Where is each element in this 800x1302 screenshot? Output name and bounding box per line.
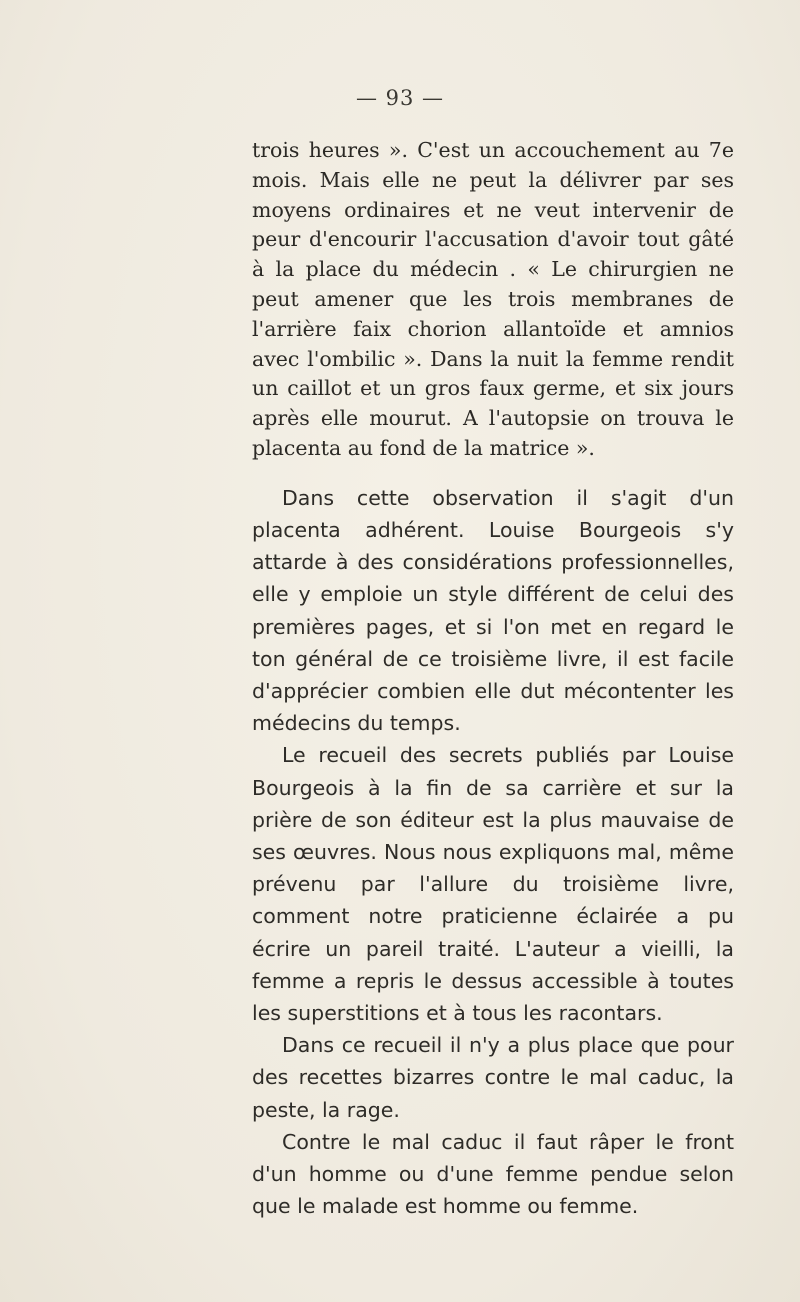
paragraph-1: trois heures ». C'est un accouchement au 7e mois. Mais elle ne peut la délivrer par ses moyens ordinaires et ne veut intervenir de peur d'encourir l'accusation d'avoir tout gâté à la place du médecin . « Le chirurgien ne peut amener que les trois membranes de l'arrière faix chorion allantoïde et amnios avec l'ombilic ». Dans la nuit la femme rendit un caillot et un gros faux germe, et six jours après elle mourut. A l'autopsie on trouva le placenta au fond de la matrice ». (252, 138, 734, 460)
paragraph-4: Dans ce recueil il n'y a plus place que pour des recettes bizarres contre le mal caduc, la peste, la rage. (252, 1033, 734, 1122)
paragraph-2: Dans cette observation il s'agit d'un placenta adhérent. Louise Bourgeois s'y attarde à des considérations professionnelles, elle y emploie un style différent de celui des premières pages, et si l'on met en regard le ton général de ce troisième livre, il est facile d'apprécier combien elle dut mécontenter les médecins du temps. (252, 485, 734, 736)
paragraph-3: Le recueil des secrets publiés par Louise Bourgeois à la fin de sa carrière et sur la prière de son éditeur est la plus mauvaise de ses œuvres. Nous nous expliquons mal, même prévenu par l'allure du troisième livre, comment notre praticienne éclairée a pu écrire un pareil traité. L'auteur a vieilli, la femme a repris le dessus accessible à toutes les superstitions et à tous les racontars. (252, 743, 734, 1026)
page-number: — 93 — (355, 86, 445, 110)
paragraph-5: Contre le mal caduc il faut râper le front d'un homme ou d'une femme pendue selon que le malade est homme ou femme. (252, 1129, 734, 1219)
body-text (252, 136, 734, 1222)
